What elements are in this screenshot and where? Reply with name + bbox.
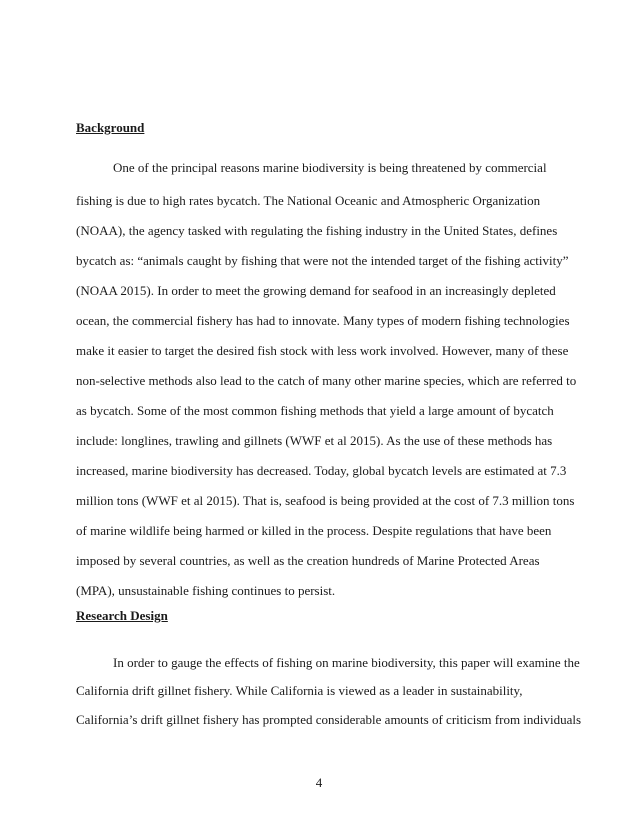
background-line-6: ocean, the commercial fishery has had to innovate. Many types of modern fishing technologies (76, 313, 570, 328)
background-line-1: One of the principal reasons marine biodiversity is being threatened by commercial (113, 160, 547, 175)
research-design-heading: Research Design (76, 608, 168, 623)
background-line-7: make it easier to target the desired fish stock with less work involved. However, many of these (76, 343, 569, 358)
background-line-11: increased, marine biodiversity has decreased. Today, global bycatch levels are estimated at 7.3 (76, 463, 567, 478)
research-design-line-1: In order to gauge the effects of fishing on marine biodiversity, this paper will examine the (113, 655, 580, 670)
background-line-9: as bycatch. Some of the most common fishing methods that yield a large amount of bycatch (76, 403, 554, 418)
background-line-8: non-selective methods also lead to the catch of many other marine species, which are referred to (76, 373, 577, 388)
background-line-3: (NOAA), the agency tasked with regulating the fishing industry in the United States, defines (76, 223, 558, 238)
background-line-13: of marine wildlife being harmed or killed in the process. Despite regulations that have been (76, 523, 552, 538)
background-line-2: fishing is due to high rates bycatch. The National Oceanic and Atmospheric Organization (76, 193, 541, 208)
background-heading: Background (76, 120, 145, 135)
research-design-line-2: California drift gillnet fishery. While California is viewed as a leader in sustainability, (76, 683, 523, 698)
background-line-12: million tons (WWF et al 2015). That is, seafood is being provided at the cost of 7.3 million tons (76, 493, 575, 508)
page-number: 4 (315, 775, 323, 790)
background-line-15: (MPA), unsustainable fishing continues to persist. (76, 583, 336, 598)
background-line-5: (NOAA 2015). In order to meet the growing demand for seafood in an increasingly depleted (76, 283, 556, 298)
research-design-line-3: California’s drift gillnet fishery has prompted considerable amounts of criticism from individuals (76, 712, 582, 727)
background-line-4: bycatch as: “animals caught by fishing that were not the intended target of the fishing activity” (76, 253, 569, 268)
background-line-14: imposed by several countries, as well as the creation hundreds of Marine Protected Areas (76, 553, 540, 568)
background-line-10: include: longlines, trawling and gillnets (WWF et al 2015). As the use of these methods has (76, 433, 553, 448)
